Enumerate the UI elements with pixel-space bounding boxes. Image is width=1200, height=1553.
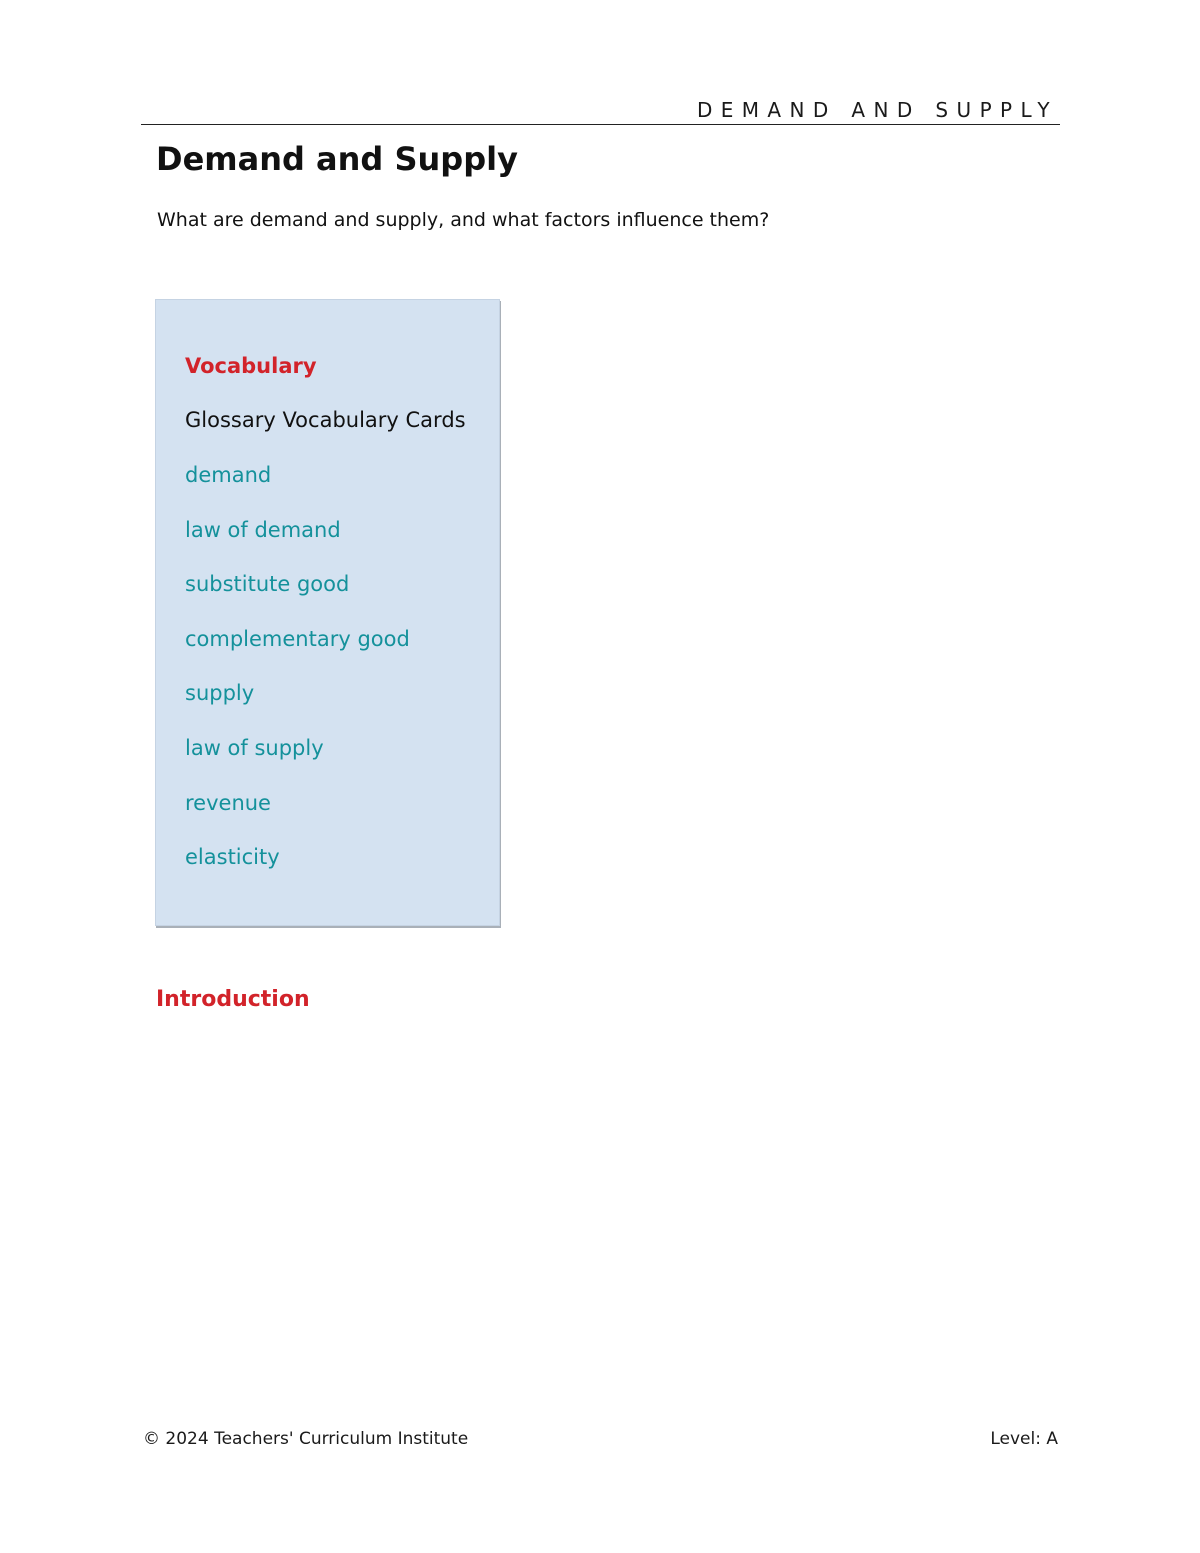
running-header: [141, 96, 1060, 125]
essential-question: What are demand and supply, and what factors influence them?: [157, 209, 770, 231]
footer-level: Level: A: [990, 1429, 1058, 1449]
running-header-title: DEMAND AND SUPPLY: [696, 98, 1058, 122]
vocabulary-heading: Vocabulary: [185, 354, 317, 378]
page-title: Demand and Supply: [156, 140, 518, 178]
glossary-cards-label: Glossary Vocabulary Cards: [185, 408, 466, 432]
vocab-term-supply[interactable]: supply: [185, 681, 255, 706]
vocab-term-law-of-supply[interactable]: law of supply: [185, 735, 324, 760]
footer-copyright: © 2024 Teachers' Curriculum Institute: [143, 1429, 469, 1449]
vocabulary-term-list: [185, 463, 410, 900]
introduction-heading: Introduction: [156, 987, 310, 1012]
vocabulary-box: [155, 299, 500, 926]
vocab-term-elasticity[interactable]: elasticity: [185, 845, 280, 870]
vocab-term-law-of-demand[interactable]: law of demand: [185, 517, 341, 542]
vocab-term-revenue[interactable]: revenue: [185, 790, 271, 815]
vocab-term-demand[interactable]: demand: [185, 463, 272, 487]
vocab-term-substitute-good[interactable]: substitute good: [185, 572, 350, 597]
vocab-term-complementary-good[interactable]: complementary good: [185, 626, 410, 651]
